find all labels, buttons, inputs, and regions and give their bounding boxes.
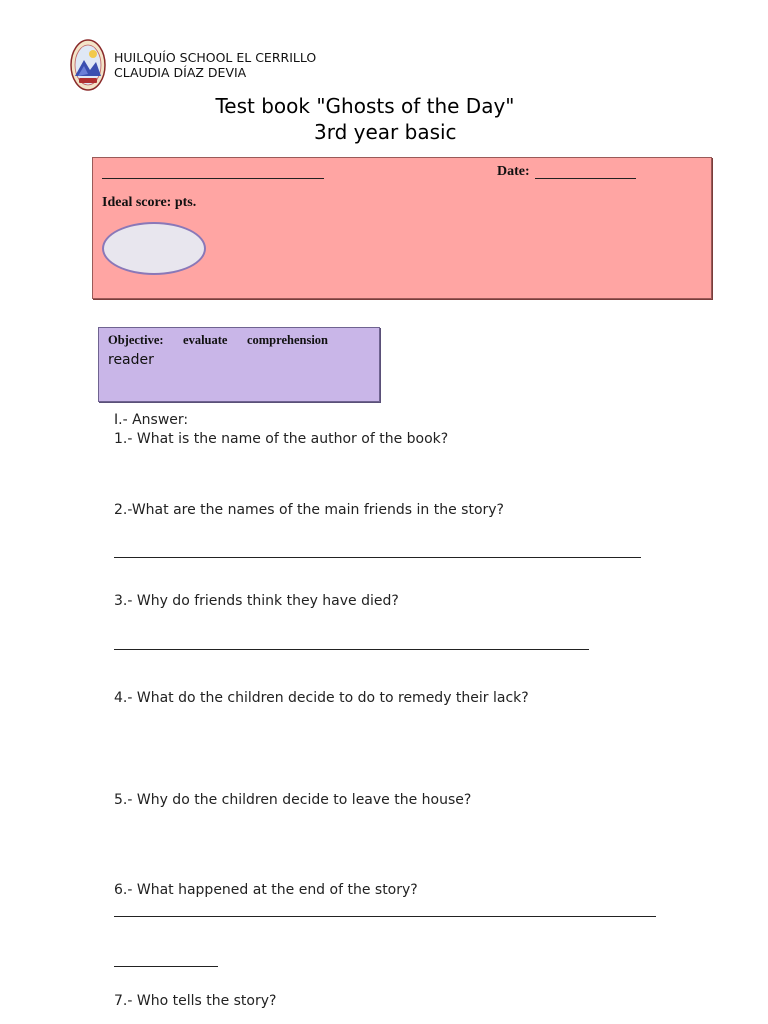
question-6: 6.- What happened at the end of the story? bbox=[114, 882, 418, 898]
answer-line-2[interactable] bbox=[114, 556, 641, 558]
objective-reader: reader bbox=[108, 352, 154, 368]
teacher-name: CLAUDIA DÍAZ DEVIA bbox=[114, 65, 247, 80]
question-1: 1.- What is the name of the author of the book? bbox=[114, 431, 449, 447]
page-title: Test book "Ghosts of the Day" bbox=[215, 94, 515, 118]
date-label: Date: bbox=[497, 164, 530, 179]
question-4: 4.- What do the children decide to do to remedy their lack? bbox=[114, 690, 529, 706]
question-5: 5.- Why do the children decide to leave the house? bbox=[114, 792, 472, 808]
score-oval bbox=[102, 222, 206, 275]
section-heading: I.- Answer: bbox=[114, 412, 189, 428]
school-name: HUILQUÍO SCHOOL EL CERRILLO bbox=[114, 50, 317, 65]
date-blank-line[interactable] bbox=[535, 177, 636, 179]
answer-line-3[interactable] bbox=[114, 648, 589, 650]
question-2: 2.-What are the names of the main friends in the story? bbox=[114, 502, 504, 518]
objective-word-comprehension: comprehension bbox=[246, 333, 328, 347]
name-blank-line[interactable] bbox=[102, 177, 324, 179]
objective-word-evaluate: evaluate bbox=[183, 333, 228, 347]
answer-line-6b[interactable] bbox=[114, 965, 218, 967]
question-7: 7.- Who tells the story? bbox=[114, 993, 277, 1009]
objective-label: Objective: bbox=[108, 333, 164, 347]
answer-line-6a[interactable] bbox=[114, 915, 656, 917]
school-header-text bbox=[114, 50, 316, 80]
school-logo bbox=[70, 38, 106, 92]
objective-line bbox=[108, 333, 328, 348]
page-subtitle: 3rd year basic bbox=[314, 120, 457, 144]
question-3: 3.- Why do friends think they have died? bbox=[114, 593, 399, 609]
ideal-score-label: Ideal score: pts. bbox=[102, 195, 197, 210]
